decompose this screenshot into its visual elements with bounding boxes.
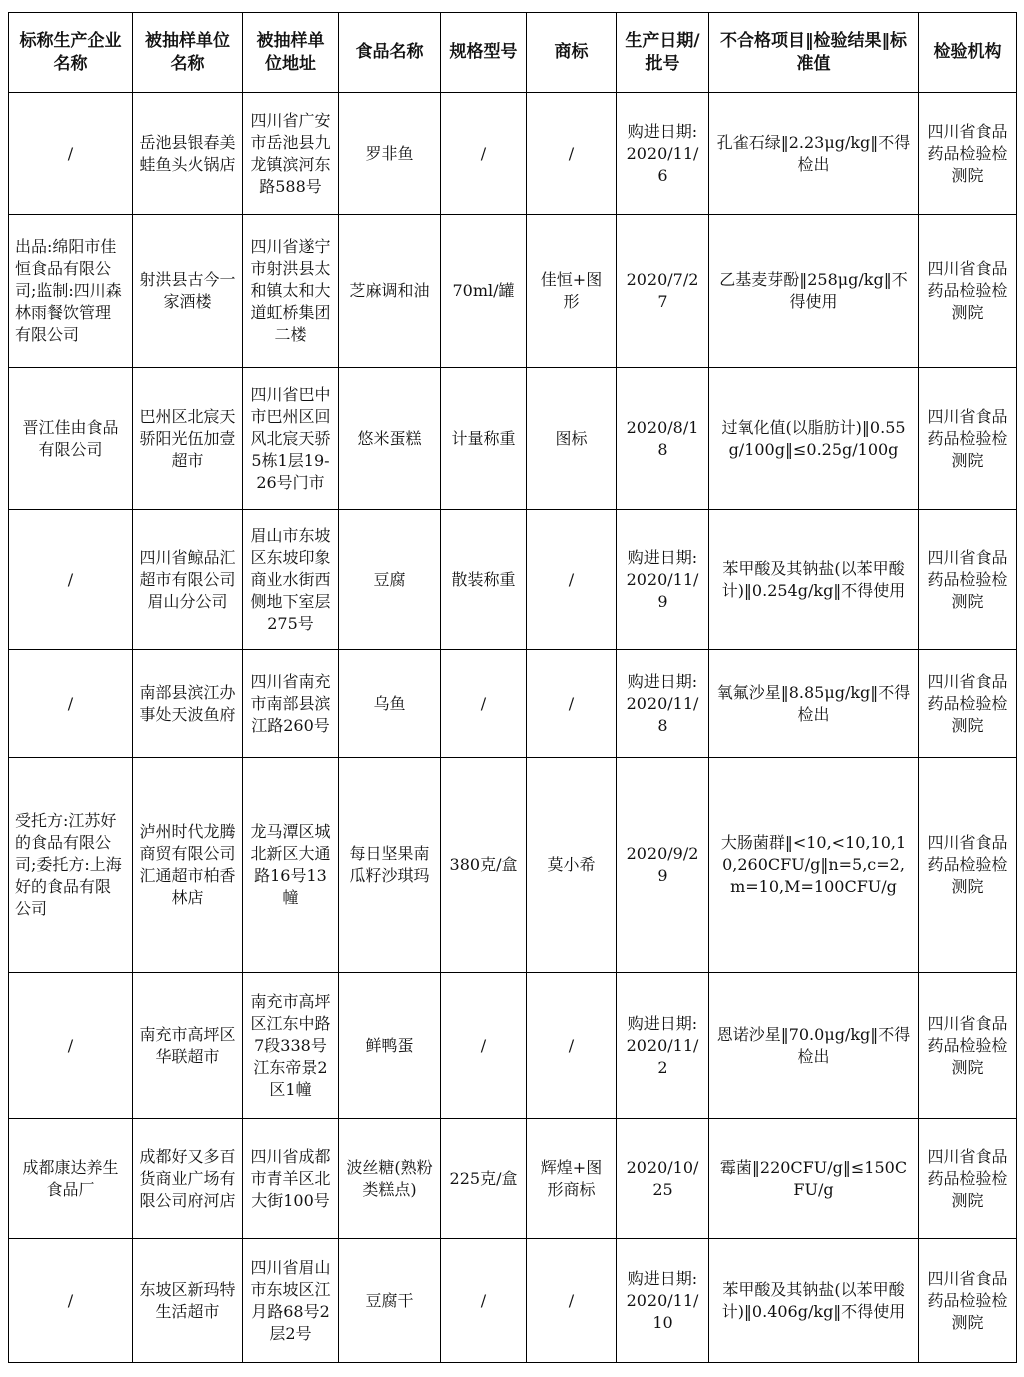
- header-production-date: 生产日期/批号: [617, 13, 709, 93]
- cell-food-name: 鲜鸭蛋: [339, 973, 441, 1119]
- cell-failed-item: 氧氟沙星‖8.85μg/kg‖不得检出: [709, 650, 919, 758]
- cell-failed-item: 苯甲酸及其钠盐(以苯甲酸计)‖0.254g/kg‖不得使用: [709, 510, 919, 650]
- cell-food-name: 乌鱼: [339, 650, 441, 758]
- cell-sampled-unit: 南部县滨江办事处天波鱼府: [133, 650, 243, 758]
- inspection-table: [8, 12, 1017, 1363]
- cell-manufacturer: /: [9, 650, 133, 758]
- cell-spec: /: [441, 93, 527, 215]
- cell-brand: 莫小希: [527, 758, 617, 973]
- table-row: [9, 368, 1017, 510]
- cell-brand: /: [527, 973, 617, 1119]
- inspection-results-sheet: [8, 12, 1017, 1363]
- header-inspection-agency: 检验机构: [919, 13, 1017, 93]
- cell-production-date: 购进日期:2020/11/6: [617, 93, 709, 215]
- cell-inspection-agency: 四川省食品药品检验检测院: [919, 758, 1017, 973]
- cell-sampled-address: 眉山市东坡区东坡印象商业水街西侧地下室层275号: [243, 510, 339, 650]
- cell-manufacturer: /: [9, 973, 133, 1119]
- cell-sampled-unit: 东坡区新玛特生活超市: [133, 1239, 243, 1363]
- header-food-name: 食品名称: [339, 13, 441, 93]
- cell-sampled-unit: 岳池县银春美蛙鱼头火锅店: [133, 93, 243, 215]
- header-brand: 商标: [527, 13, 617, 93]
- cell-failed-item: 恩诺沙星‖70.0μg/kg‖不得检出: [709, 973, 919, 1119]
- cell-sampled-unit: 南充市高坪区华联超市: [133, 973, 243, 1119]
- cell-brand: 辉煌+图形商标: [527, 1119, 617, 1239]
- cell-production-date: 购进日期:2020/11/8: [617, 650, 709, 758]
- cell-food-name: 豆腐干: [339, 1239, 441, 1363]
- cell-failed-item: 乙基麦芽酚‖258μg/kg‖不得使用: [709, 215, 919, 368]
- cell-brand: /: [527, 510, 617, 650]
- cell-manufacturer: 受托方:江苏好的食品有限公司;委托方:上海好的食品有限公司: [9, 758, 133, 973]
- cell-manufacturer: /: [9, 1239, 133, 1363]
- cell-sampled-unit: 泸州时代龙腾商贸有限公司汇通超市柏香林店: [133, 758, 243, 973]
- cell-sampled-address: 龙马潭区城北新区大通路16号13幢: [243, 758, 339, 973]
- table-row: [9, 93, 1017, 215]
- cell-inspection-agency: 四川省食品药品检验检测院: [919, 1239, 1017, 1363]
- cell-sampled-address: 四川省广安市岳池县九龙镇滨河东路588号: [243, 93, 339, 215]
- cell-sampled-unit: 四川省鲸品汇超市有限公司眉山分公司: [133, 510, 243, 650]
- cell-production-date: 购进日期:2020/11/2: [617, 973, 709, 1119]
- cell-inspection-agency: 四川省食品药品检验检测院: [919, 973, 1017, 1119]
- cell-sampled-address: 四川省巴中市巴州区回风北宸天骄5栋1层19-26号门市: [243, 368, 339, 510]
- cell-manufacturer: 晋江佳由食品有限公司: [9, 368, 133, 510]
- cell-spec: 225克/盒: [441, 1119, 527, 1239]
- header-sampled-unit: 被抽样单位名称: [133, 13, 243, 93]
- table-header-row: [9, 13, 1017, 93]
- cell-food-name: 波丝糖(熟粉类糕点): [339, 1119, 441, 1239]
- cell-inspection-agency: 四川省食品药品检验检测院: [919, 368, 1017, 510]
- cell-spec: 计量称重: [441, 368, 527, 510]
- cell-spec: 380克/盒: [441, 758, 527, 973]
- cell-failed-item: 大肠菌群‖<10,<10,10,10,260CFU/g‖n=5,c=2,m=10,M=100CFU/g: [709, 758, 919, 973]
- table-row: [9, 973, 1017, 1119]
- cell-brand: /: [527, 1239, 617, 1363]
- cell-production-date: 2020/7/27: [617, 215, 709, 368]
- cell-sampled-address: 四川省成都市青羊区北大街100号: [243, 1119, 339, 1239]
- cell-manufacturer: 出品:绵阳市佳恒食品有限公司;监制:四川森林雨餐饮管理有限公司: [9, 215, 133, 368]
- cell-sampled-address: 四川省眉山市东坡区江月路68号2层2号: [243, 1239, 339, 1363]
- table-row: [9, 1239, 1017, 1363]
- cell-sampled-unit: 射洪县古今一家酒楼: [133, 215, 243, 368]
- cell-brand: 图标: [527, 368, 617, 510]
- cell-spec: /: [441, 650, 527, 758]
- cell-inspection-agency: 四川省食品药品检验检测院: [919, 1119, 1017, 1239]
- cell-failed-item: 过氧化值(以脂肪计)‖0.55g/100g‖≤0.25g/100g: [709, 368, 919, 510]
- header-spec: 规格型号: [441, 13, 527, 93]
- cell-food-name: 豆腐: [339, 510, 441, 650]
- cell-brand: /: [527, 93, 617, 215]
- cell-food-name: 罗非鱼: [339, 93, 441, 215]
- cell-spec: /: [441, 973, 527, 1119]
- cell-manufacturer: /: [9, 93, 133, 215]
- cell-production-date: 购进日期:2020/11/10: [617, 1239, 709, 1363]
- cell-production-date: 2020/8/18: [617, 368, 709, 510]
- cell-food-name: 每日坚果南瓜籽沙琪玛: [339, 758, 441, 973]
- cell-spec: 70ml/罐: [441, 215, 527, 368]
- cell-production-date: 2020/9/29: [617, 758, 709, 973]
- cell-spec: /: [441, 1239, 527, 1363]
- cell-food-name: 悠米蛋糕: [339, 368, 441, 510]
- cell-production-date: 2020/10/25: [617, 1119, 709, 1239]
- cell-sampled-unit: 巴州区北宸天骄阳光伍加壹超市: [133, 368, 243, 510]
- cell-spec: 散装称重: [441, 510, 527, 650]
- cell-sampled-address: 四川省南充市南部县滨江路260号: [243, 650, 339, 758]
- cell-sampled-address: 四川省遂宁市射洪县太和镇太和大道虹桥集团二楼: [243, 215, 339, 368]
- cell-failed-item: 孔雀石绿‖2.23μg/kg‖不得检出: [709, 93, 919, 215]
- header-manufacturer: 标称生产企业名称: [9, 13, 133, 93]
- cell-inspection-agency: 四川省食品药品检验检测院: [919, 215, 1017, 368]
- cell-inspection-agency: 四川省食品药品检验检测院: [919, 510, 1017, 650]
- cell-inspection-agency: 四川省食品药品检验检测院: [919, 650, 1017, 758]
- cell-manufacturer: /: [9, 510, 133, 650]
- header-failed-item: 不合格项目‖检验结果‖标准值: [709, 13, 919, 93]
- table-row: [9, 1119, 1017, 1239]
- cell-manufacturer: 成都康达养生食品厂: [9, 1119, 133, 1239]
- cell-inspection-agency: 四川省食品药品检验检测院: [919, 93, 1017, 215]
- cell-failed-item: 苯甲酸及其钠盐(以苯甲酸计)‖0.406g/kg‖不得使用: [709, 1239, 919, 1363]
- cell-food-name: 芝麻调和油: [339, 215, 441, 368]
- cell-sampled-unit: 成都好又多百货商业广场有限公司府河店: [133, 1119, 243, 1239]
- table-row: [9, 650, 1017, 758]
- table-row: [9, 215, 1017, 368]
- cell-production-date: 购进日期:2020/11/9: [617, 510, 709, 650]
- table-row: [9, 758, 1017, 973]
- cell-brand: 佳恒+图形: [527, 215, 617, 368]
- header-sampled-address: 被抽样单位地址: [243, 13, 339, 93]
- table-row: [9, 510, 1017, 650]
- cell-sampled-address: 南充市高坪区江东中路7段338号江东帝景2区1幢: [243, 973, 339, 1119]
- cell-brand: /: [527, 650, 617, 758]
- cell-failed-item: 霉菌‖220CFU/g‖≤150CFU/g: [709, 1119, 919, 1239]
